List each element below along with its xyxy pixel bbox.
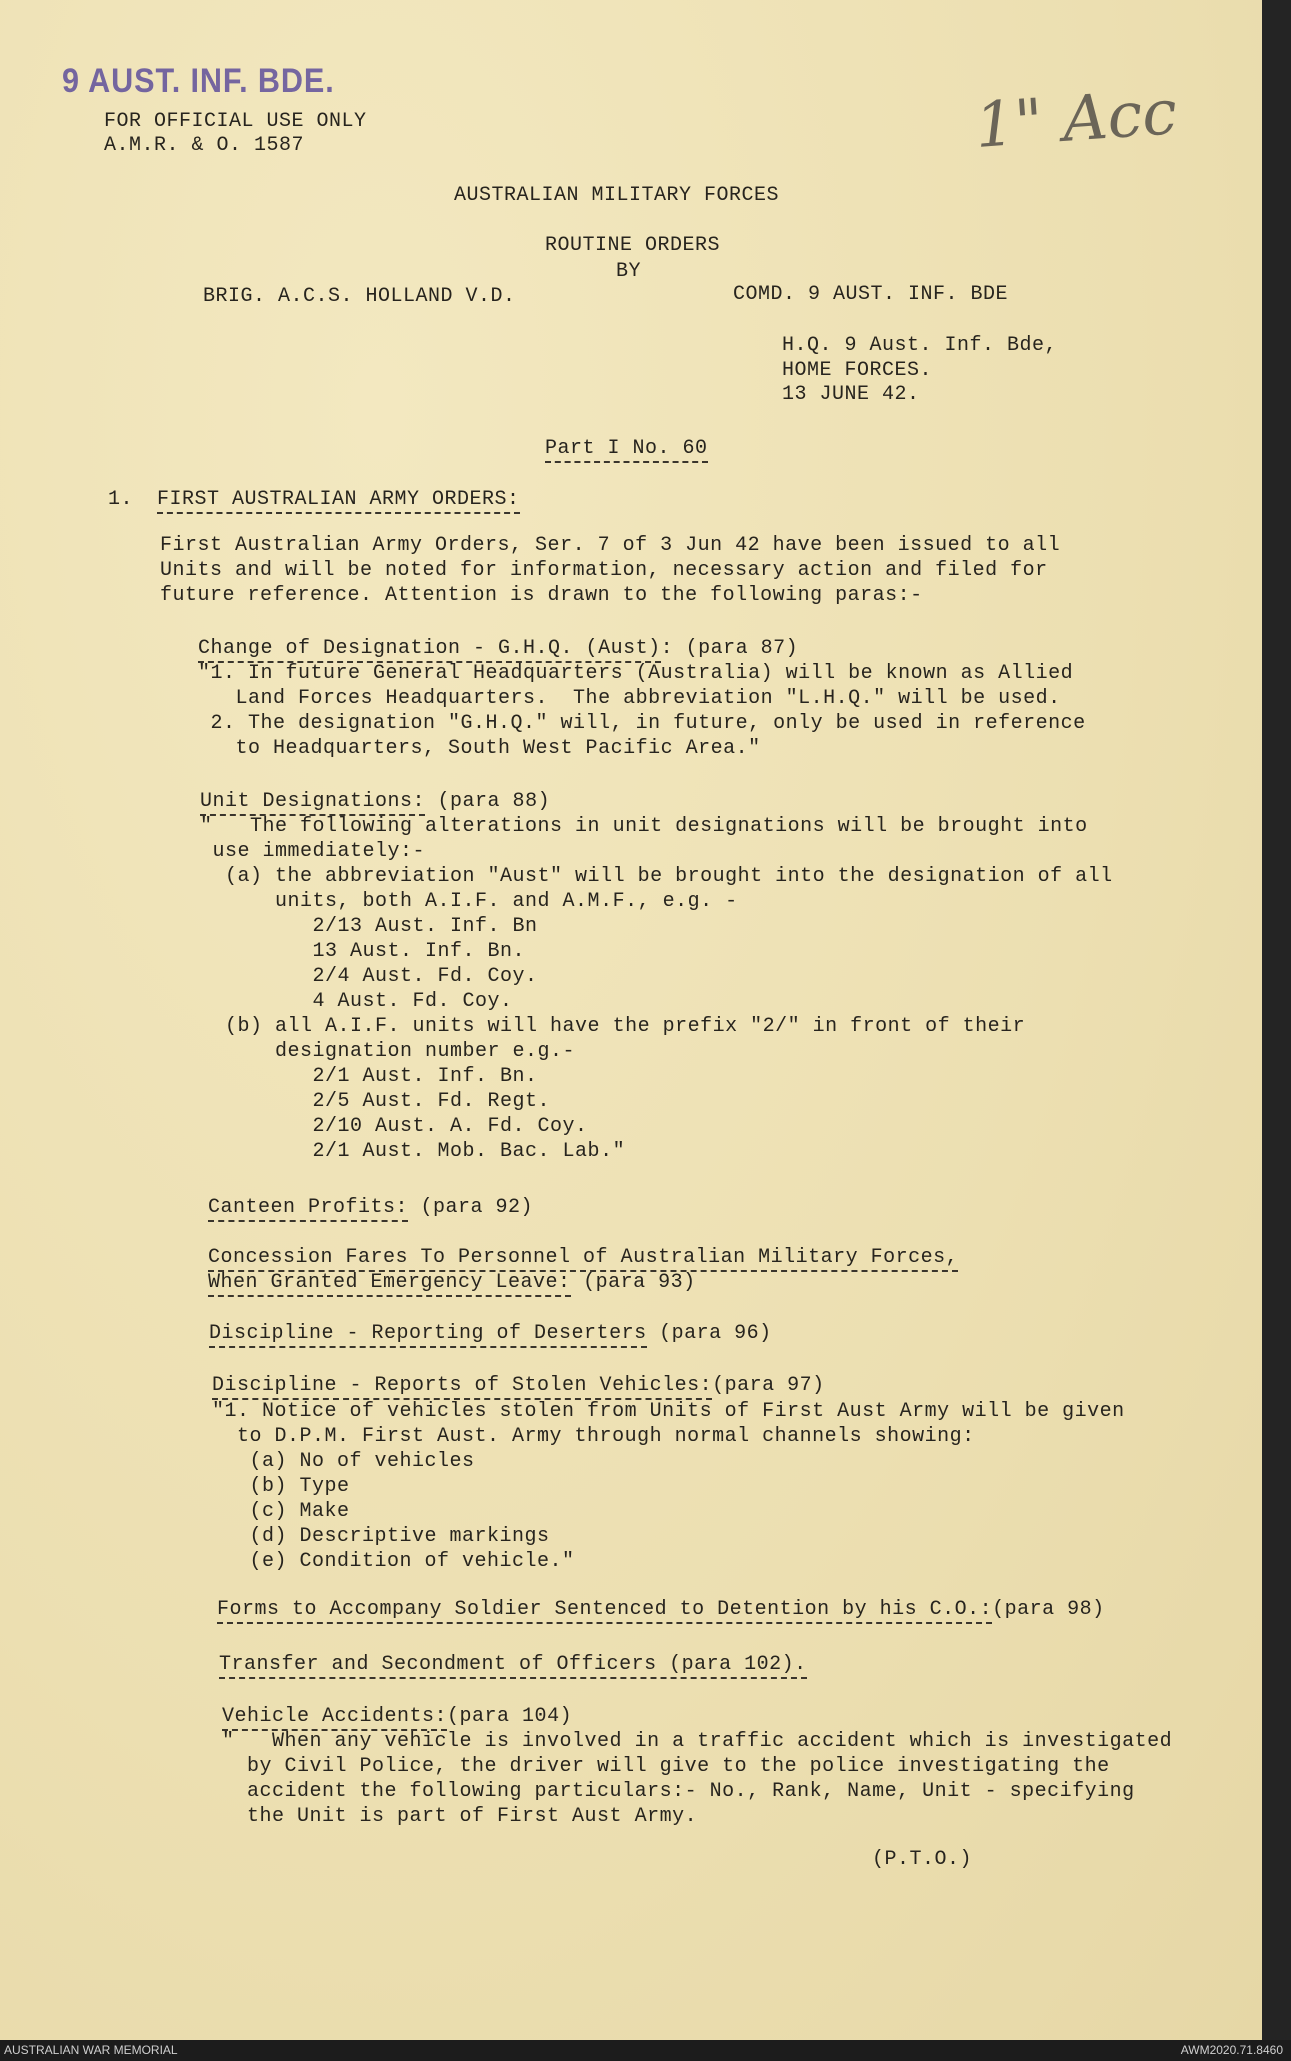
unit-line-1: " The following alterations in unit designations will be brought into [200, 815, 1088, 838]
forms-para: (para 98) [992, 1598, 1105, 1621]
accidents-heading: Vehicle Accidents: [222, 1705, 447, 1731]
official-use-label: FOR OFFICIAL USE ONLY [104, 110, 367, 133]
unit-line-6: 13 Aust. Inf. Bn. [200, 940, 526, 963]
unit-line-13: 2/10 Aust. A. Fd. Coy. [200, 1115, 588, 1138]
command-title: COMD. 9 AUST. INF. BDE [733, 283, 1009, 306]
hq-line-1: H.Q. 9 Aust. Inf. Bde, [782, 334, 1058, 357]
stolen-heading-row [212, 1374, 825, 1397]
intro-line-2: Units and will be noted for information, necessary action and filed for [160, 559, 1048, 582]
forms-heading-row [217, 1598, 1105, 1621]
by-label: BY [616, 260, 642, 283]
document-title: AUSTRALIAN MILITARY FORCES [454, 184, 780, 207]
unit-line-3: (a) the abbreviation "Aust" will be brought into the designation of all [200, 865, 1113, 888]
unit-line-11: 2/1 Aust. Inf. Bn. [200, 1065, 538, 1088]
deserters-heading: Discipline - Reporting of Deserters [209, 1322, 647, 1348]
accidents-para: (para 104) [447, 1705, 573, 1728]
stolen-para: (para 97) [712, 1374, 825, 1397]
unit-line-4: units, both A.I.F. and A.M.F., e.g. - [200, 890, 738, 913]
designation-line-4: to Headquarters, South West Pacific Area." [198, 737, 761, 760]
stolen-line-7: (e) Condition of vehicle." [212, 1550, 575, 1573]
canteen-para: (para 92) [408, 1196, 534, 1219]
deserters-heading-row [209, 1322, 772, 1345]
accidents-heading-row [222, 1705, 572, 1728]
part-number: Part I No. 60 [545, 437, 708, 463]
concession-heading-line-2: When Granted Emergency Leave: [208, 1271, 571, 1297]
stolen-line-4: (b) Type [212, 1475, 350, 1498]
handwritten-mark: 1" Acc [972, 75, 1180, 162]
unit-line-5: 2/13 Aust. Inf. Bn [200, 915, 538, 938]
reference-number: A.M.R. & O. 1587 [104, 134, 305, 157]
unit-line-12: 2/5 Aust. Fd. Regt. [200, 1090, 551, 1113]
unit-designations-heading-row [200, 790, 550, 813]
concession-heading-row [208, 1271, 696, 1294]
archive-footer [0, 2040, 1291, 2061]
unit-line-2: use immediately:- [200, 840, 426, 863]
scan-border [1262, 0, 1291, 2040]
accidents-line-1: " When any vehicle is involved in a traffic accident which is investigated [222, 1730, 1173, 1753]
designation-heading-row [198, 637, 798, 660]
footer-accession: AWM2020.71.8460 [1180, 2043, 1283, 2057]
unit-designations-para: (para 88) [425, 790, 551, 813]
canteen-heading-row [208, 1196, 533, 1219]
hq-line-2: HOME FORCES. [782, 359, 933, 382]
stolen-heading: Discipline - Reports of Stolen Vehicles: [212, 1374, 712, 1400]
section-number: 1. [108, 488, 134, 511]
accidents-line-2: by Civil Police, the driver will give to the police investigating the [222, 1755, 1110, 1778]
unit-line-9: (b) all A.I.F. units will have the prefix "2/" in front of their [200, 1015, 1026, 1038]
stolen-line-2: to D.P.M. First Aust. Army through normal channels showing: [212, 1425, 975, 1448]
concession-heading-line-1: Concession Fares To Personnel of Australian Military Forces, [208, 1246, 958, 1272]
unit-line-8: 4 Aust. Fd. Coy. [200, 990, 513, 1013]
accidents-line-4: the Unit is part of First Aust Army. [222, 1805, 698, 1828]
designation-para: : (para 87) [660, 637, 799, 660]
stolen-line-6: (d) Descriptive markings [212, 1525, 550, 1548]
document-subtitle: ROUTINE ORDERS [545, 234, 721, 257]
designation-line-3: 2. The designation "G.H.Q." will, in future, only be used in reference [198, 712, 1086, 735]
order-date: 13 JUNE 42. [782, 383, 920, 406]
canteen-heading: Canteen Profits: [208, 1196, 408, 1222]
designation-line-2: Land Forces Headquarters. The abbreviation "L.H.Q." will be used. [198, 687, 1061, 710]
stolen-line-3: (a) No of vehicles [212, 1450, 475, 1473]
designation-line-1: "1. In future General Headquarters (Australia) will be known as Allied [198, 662, 1074, 685]
unit-stamp: 9 AUST. INF. BDE. [62, 62, 335, 100]
footer-institution: AUSTRALIAN WAR MEMORIAL [4, 2043, 178, 2057]
section-heading: FIRST AUSTRALIAN ARMY ORDERS: [157, 488, 520, 514]
stolen-line-5: (c) Make [212, 1500, 350, 1523]
commander-name: BRIG. A.C.S. HOLLAND V.D. [203, 285, 516, 308]
intro-line-1: First Australian Army Orders, Ser. 7 of 3 Jun 42 have been issued to all [160, 534, 1061, 557]
deserters-para: (para 96) [646, 1322, 772, 1345]
designation-heading: Change of Designation - G.H.Q. (Aust) [198, 637, 661, 663]
concession-para: (para 93) [570, 1271, 696, 1294]
intro-line-3: future reference. Attention is drawn to the following paras:- [160, 584, 923, 607]
unit-line-14: 2/1 Aust. Mob. Bac. Lab." [200, 1140, 626, 1163]
unit-designations-heading: Unit Designations: [200, 790, 425, 816]
stolen-line-1: "1. Notice of vehicles stolen from Units of First Aust Army will be given [212, 1400, 1125, 1423]
unit-line-7: 2/4 Aust. Fd. Coy. [200, 965, 538, 988]
transfer-heading: Transfer and Secondment of Officers (para 102). [219, 1653, 807, 1679]
pto-label: (P.T.O.) [872, 1848, 973, 1871]
unit-line-10: designation number e.g.- [200, 1040, 576, 1063]
accidents-line-3: accident the following particulars:- No., Rank, Name, Unit - specifying [222, 1780, 1135, 1803]
forms-heading: Forms to Accompany Soldier Sentenced to Detention by his C.O.: [217, 1598, 992, 1624]
